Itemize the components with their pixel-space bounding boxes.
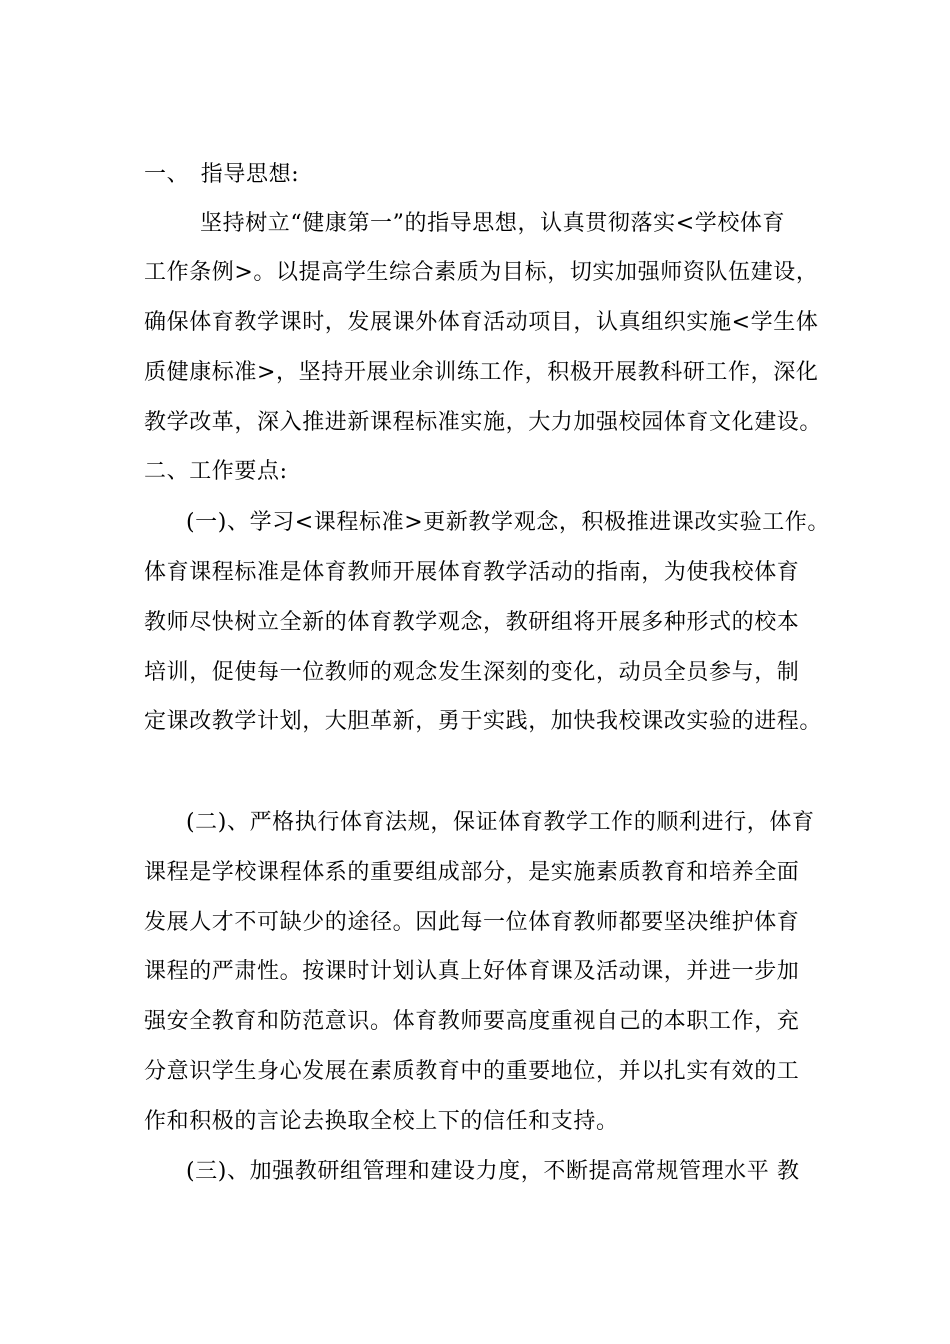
paragraph-line: 作和积极的言论去换取全校上下的信任和支持。 <box>144 1109 619 1134</box>
subsection-heading-3: (三)、加强教研组管理和建设力度，不断提高常规管理水平 教 <box>186 1159 800 1184</box>
paragraph-line: 定课改教学计划，大胆革新，勇于实践，加快我校课改实验的进程。 <box>144 709 823 734</box>
paragraph-line: 质健康标准>，坚持开展业余训练工作，积极开展教科研工作，深化 <box>144 360 819 385</box>
paragraph-line: 培训，促使每一位教师的观念发生深刻的变化，动员全员参与，制 <box>144 660 800 685</box>
paragraph-line: 课程的严肃性。按课时计划认真上好体育课及活动课，并进一步加 <box>144 959 800 984</box>
paragraph-line: 工作条例>。以提高学生综合素质为目标，切实加强师资队伍建设， <box>144 260 819 285</box>
paragraph-line: 分意识学生身心发展在素质教育中的重要地位，并以扎实有效的工 <box>144 1059 800 1084</box>
paragraph-line: 坚持树立“健康第一”的指导思想，认真贯彻落实<学校体育 <box>200 211 786 236</box>
paragraph-line: 发展人才不可缺少的途径。因此每一位体育教师都要坚决维护体育 <box>144 910 800 935</box>
paragraph-line: 教师尽快树立全新的体育教学观念，教研组将开展多种形式的校本 <box>144 610 800 635</box>
paragraph-line: 教学改革，深入推进新课程标准实施，大力加强校园体育文化建设。 <box>144 410 823 435</box>
subsection-heading-1: (一)、学习<课程标准>更新教学观念，积极推进课改实验工作。 <box>186 510 831 535</box>
section-heading-guiding-thought: 一、 指导思想: <box>144 162 300 187</box>
paragraph-line: 体育课程标准是体育教师开展体育教学活动的指南，为使我校体育 <box>144 560 800 585</box>
paragraph-line: 强安全教育和防范意识。体育教师要高度重视自己的本职工作，充 <box>144 1009 800 1034</box>
subsection-heading-2: (二)、严格执行体育法规，保证体育教学工作的顺利进行，体育 <box>186 810 815 835</box>
paragraph-line: 确保体育教学课时，发展课外体育活动项目，认真组织实施<学生体 <box>144 310 819 335</box>
section-heading-work-points: 二、工作要点: <box>144 459 288 484</box>
paragraph-line: 课程是学校课程体系的重要组成部分，是实施素质教育和培养全面 <box>144 860 800 885</box>
